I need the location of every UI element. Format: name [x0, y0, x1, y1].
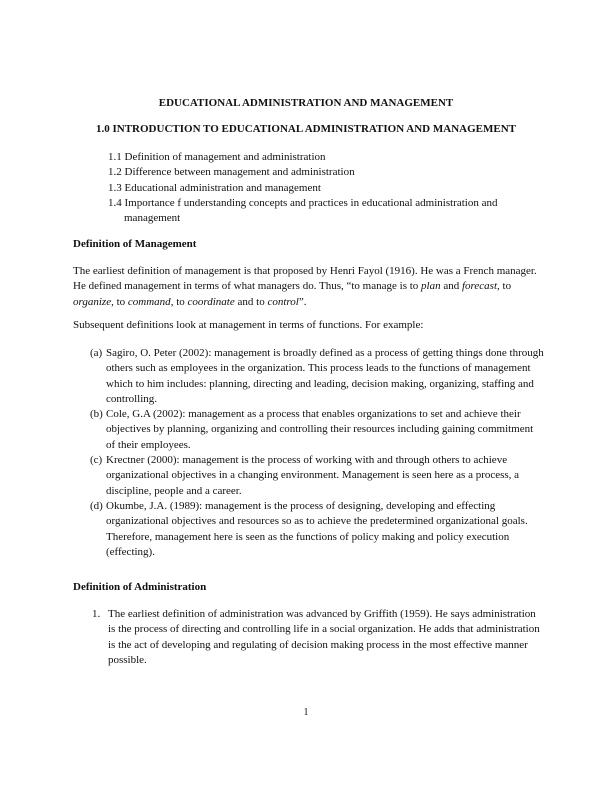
- administration-definitions-list: [92, 607, 545, 668]
- page-number: 1: [303, 707, 309, 718]
- list-label: (a): [90, 347, 103, 359]
- list-text: Okumbe, J.A. (1989): management is the process of designing, developing and effecting organizational objectives and resources so as to achieve the predetermined organizational goals. Therefore, management here is seen as the functions of policy making and policy execution (effecting).: [106, 499, 528, 558]
- text-italic: organize: [73, 295, 112, 308]
- text: and: [440, 280, 462, 293]
- list-item: [90, 407, 545, 453]
- text: The earliest definition of management is that proposed by Henri Fayol (1916). He was a French manager. He defined management in terms of what managers do. Thus, “to manage is to: [73, 265, 537, 293]
- list-item: [92, 607, 545, 668]
- list-text: Cole, G.A (2002): management as a process that enables organizations to set and achieve their objectives by planning, organizing and controlling their resources including gaining commitment of their employees.: [106, 408, 534, 451]
- list-text: Krectner (2000): management is the process of working with and through others to achieve organizational objectives in a changing environment. Management is seen here as a process, a discipline, people and a career.: [106, 454, 520, 497]
- text: ”.: [298, 295, 307, 308]
- section-title: 1.0 INTRODUCTION TO EDUCATIONAL ADMINISTRATION AND MANAGEMENT: [96, 123, 516, 135]
- heading-definition-of-administration: Definition of Administration: [73, 581, 207, 593]
- toc-item: 1.1 Definition of management and administration: [108, 151, 326, 163]
- toc-item: 1.4 Importance f understanding concepts and practices in educational administration and management: [108, 196, 498, 225]
- heading-definition-of-management: Definition of Management: [73, 238, 197, 250]
- list-item: [90, 499, 545, 560]
- text-italic: forecast: [461, 280, 498, 293]
- fayol-paragraph: [73, 264, 543, 310]
- text: , to: [170, 295, 188, 308]
- table-of-contents: [108, 150, 548, 226]
- list-label: (c): [90, 454, 103, 467]
- subsequent-paragraph: Subsequent definitions look at management in terms of functions. For example:: [73, 319, 424, 331]
- toc-item: 1.3 Educational administration and management: [108, 181, 321, 194]
- list-label: (d): [90, 499, 103, 512]
- management-definitions-list: [90, 346, 545, 560]
- list-item: [90, 346, 545, 407]
- text-italic: coordinate: [187, 295, 235, 308]
- list-text: The earliest definition of administration was advanced by Griffith (1959). He says administration is the process of directing and controlling life in a social organization. He adds that administration is the act of developing and regulating of decision making process in the most effective manner possible.: [108, 608, 540, 666]
- text: , to: [497, 280, 512, 293]
- toc-item: 1.2 Difference between management and administration: [108, 166, 355, 179]
- text: , to: [111, 295, 128, 308]
- document-title: EDUCATIONAL ADMINISTRATION AND MANAGEMENT: [158, 97, 454, 109]
- list-item: [90, 453, 545, 499]
- text: and to: [234, 295, 268, 308]
- text-italic: control: [267, 295, 299, 308]
- list-text: Sagiro, O. Peter (2002): management is broadly defined as a process of getting things done through others such as employees in the organization. This process leads to the functions of management which to him includes: planning, directing and leading, decision making, organizing, staffing and controlling.: [106, 347, 544, 405]
- text-italic: command: [127, 295, 171, 308]
- list-label: 1.: [92, 608, 101, 620]
- text-italic: plan: [421, 280, 441, 293]
- list-label: (b): [90, 408, 103, 421]
